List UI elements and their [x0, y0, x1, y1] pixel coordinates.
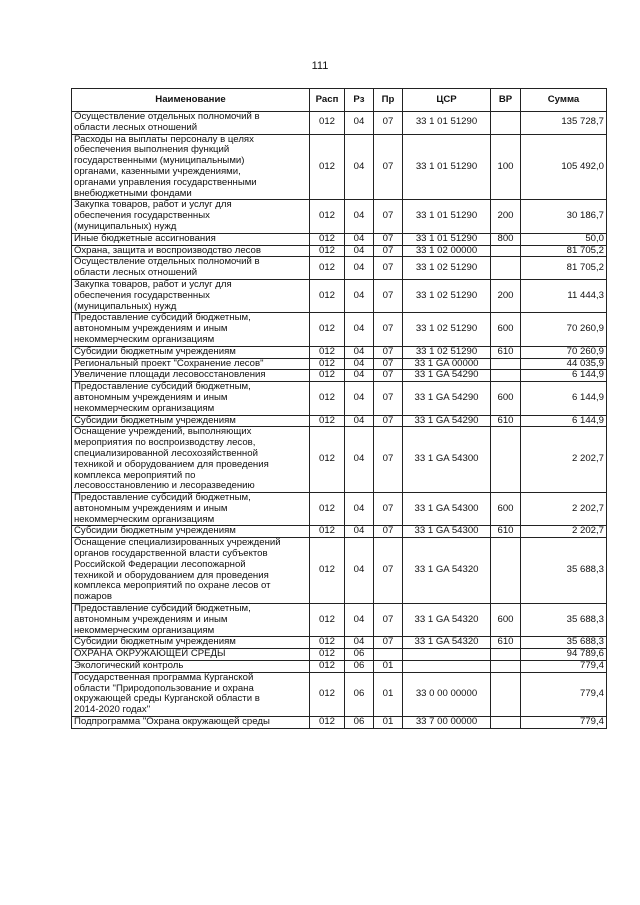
cell-rz: 04 [345, 382, 374, 415]
cell-pr: 07 [374, 200, 403, 233]
cell-name: Предоставление субсидий бюджетным, автономным учреждениям и иным некоммерческим организациям [72, 604, 310, 637]
cell-rz: 04 [345, 370, 374, 382]
cell-rasp: 012 [310, 358, 345, 370]
cell-sum: 35 688,3 [521, 637, 607, 649]
cell-vr: 600 [491, 493, 521, 526]
table-row [72, 257, 607, 280]
cell-rasp: 012 [310, 279, 345, 312]
cell-rasp: 012 [310, 415, 345, 427]
cell-sum: 81 705,2 [521, 257, 607, 280]
cell-rasp: 012 [310, 526, 345, 538]
cell-rz: 06 [345, 661, 374, 673]
column-header-rz: Рз [345, 89, 374, 112]
cell-csr: 33 1 GA 00000 [403, 358, 491, 370]
cell-csr: 33 1 01 51290 [403, 200, 491, 233]
table-row [72, 279, 607, 312]
cell-vr: 200 [491, 279, 521, 312]
cell-pr: 07 [374, 427, 403, 493]
cell-csr: 33 1 02 51290 [403, 279, 491, 312]
cell-csr: 33 0 00 00000 [403, 672, 491, 716]
cell-rz: 06 [345, 717, 374, 729]
table-row [72, 493, 607, 526]
cell-name: Субсидии бюджетным учреждениям [72, 526, 310, 538]
cell-vr: 800 [491, 233, 521, 245]
cell-pr: 07 [374, 313, 403, 346]
cell-name: Государственная программа Курганской области "Природопользование и охрана окружающей среды Курганской области в 2014-2020 годах" [72, 672, 310, 716]
cell-rz: 04 [345, 526, 374, 538]
cell-pr: 01 [374, 661, 403, 673]
table-row [72, 649, 607, 661]
cell-csr: 33 1 02 00000 [403, 245, 491, 257]
cell-sum: 6 144,9 [521, 370, 607, 382]
cell-vr: 610 [491, 415, 521, 427]
cell-sum: 11 444,3 [521, 279, 607, 312]
column-header-csr: ЦСР [403, 89, 491, 112]
cell-sum: 30 186,7 [521, 200, 607, 233]
cell-name: Иные бюджетные ассигнования [72, 233, 310, 245]
cell-name: Экологический контроль [72, 661, 310, 673]
cell-rz: 04 [345, 233, 374, 245]
cell-vr [491, 538, 521, 604]
cell-csr: 33 1 GA 54320 [403, 538, 491, 604]
cell-rz: 04 [345, 279, 374, 312]
column-header-rasp: Расп [310, 89, 345, 112]
cell-rz: 06 [345, 672, 374, 716]
table-row [72, 526, 607, 538]
cell-csr: 33 1 GA 54290 [403, 382, 491, 415]
cell-rasp: 012 [310, 134, 345, 200]
cell-pr: 07 [374, 257, 403, 280]
cell-name: Охрана, защита и воспроизводство лесов [72, 245, 310, 257]
cell-csr: 33 7 00 00000 [403, 717, 491, 729]
page-number: 111 [311, 60, 329, 72]
cell-name: Расходы на выплаты персоналу в целях обеспечения выполнения функций государственными (муниципальными) органами, казенными учреждениями, органами управления государственными внебюджетными фондами [72, 134, 310, 200]
cell-name: Предоставление субсидий бюджетным, автономным учреждениям и иным некоммерческим организациям [72, 313, 310, 346]
cell-sum: 779,4 [521, 717, 607, 729]
cell-rasp: 012 [310, 717, 345, 729]
cell-csr: 33 1 02 51290 [403, 257, 491, 280]
cell-sum: 70 260,9 [521, 346, 607, 358]
cell-rz: 04 [345, 604, 374, 637]
cell-rasp: 012 [310, 245, 345, 257]
cell-rasp: 012 [310, 382, 345, 415]
cell-rz: 04 [345, 427, 374, 493]
cell-rz: 04 [345, 313, 374, 346]
cell-rasp: 012 [310, 346, 345, 358]
cell-csr: 33 1 GA 54320 [403, 604, 491, 637]
cell-csr: 33 1 01 51290 [403, 233, 491, 245]
cell-rasp: 012 [310, 637, 345, 649]
cell-rz: 04 [345, 493, 374, 526]
table-header-row [72, 89, 607, 112]
cell-pr: 07 [374, 233, 403, 245]
cell-rasp: 012 [310, 661, 345, 673]
cell-csr: 33 1 GA 54320 [403, 637, 491, 649]
table-row [72, 415, 607, 427]
cell-rz: 04 [345, 200, 374, 233]
table-body [72, 112, 607, 729]
cell-rasp: 012 [310, 493, 345, 526]
cell-pr: 07 [374, 415, 403, 427]
cell-sum: 2 202,7 [521, 493, 607, 526]
cell-sum: 6 144,9 [521, 415, 607, 427]
cell-csr: 33 1 02 51290 [403, 346, 491, 358]
cell-rasp: 012 [310, 313, 345, 346]
cell-name: Субсидии бюджетным учреждениям [72, 415, 310, 427]
cell-vr [491, 245, 521, 257]
cell-vr [491, 672, 521, 716]
cell-sum: 44 035,9 [521, 358, 607, 370]
cell-rasp: 012 [310, 370, 345, 382]
cell-rz: 06 [345, 649, 374, 661]
cell-pr: 07 [374, 637, 403, 649]
column-header-sum: Сумма [521, 89, 607, 112]
cell-rasp: 012 [310, 112, 345, 135]
cell-vr [491, 358, 521, 370]
cell-vr: 600 [491, 604, 521, 637]
cell-sum: 94 789,6 [521, 649, 607, 661]
cell-csr [403, 661, 491, 673]
cell-sum: 779,4 [521, 661, 607, 673]
cell-name: Увеличение площади лесовосстановления [72, 370, 310, 382]
table-row [72, 604, 607, 637]
cell-rasp: 012 [310, 672, 345, 716]
table-row [72, 358, 607, 370]
cell-pr: 07 [374, 134, 403, 200]
cell-vr: 610 [491, 526, 521, 538]
cell-rz: 04 [345, 257, 374, 280]
budget-table [71, 88, 607, 729]
cell-vr: 100 [491, 134, 521, 200]
cell-pr: 07 [374, 370, 403, 382]
cell-pr: 07 [374, 538, 403, 604]
table-row [72, 245, 607, 257]
cell-pr: 01 [374, 672, 403, 716]
cell-name: Оснащение специализированных учреждений органов государственной власти субъектов Российской Федерации лесопожарной техникой и оборудованием для проведения комплекса мероприятий по охране лесов от пожаров [72, 538, 310, 604]
cell-pr: 07 [374, 279, 403, 312]
cell-rasp: 012 [310, 538, 345, 604]
cell-rasp: 012 [310, 604, 345, 637]
table-row [72, 346, 607, 358]
cell-name: Подпрограмма "Охрана окружающей среды [72, 717, 310, 729]
cell-pr: 07 [374, 358, 403, 370]
cell-rasp: 012 [310, 257, 345, 280]
cell-csr: 33 1 GA 54290 [403, 415, 491, 427]
table-row [72, 717, 607, 729]
table-row [72, 427, 607, 493]
table-row [72, 112, 607, 135]
cell-vr [491, 112, 521, 135]
table-row [72, 672, 607, 716]
cell-rasp: 012 [310, 649, 345, 661]
table-row [72, 134, 607, 200]
cell-vr: 610 [491, 637, 521, 649]
cell-vr [491, 649, 521, 661]
cell-pr: 07 [374, 245, 403, 257]
cell-sum: 81 705,2 [521, 245, 607, 257]
cell-sum: 50,0 [521, 233, 607, 245]
table-row [72, 313, 607, 346]
column-header-vr: ВР [491, 89, 521, 112]
cell-sum: 2 202,7 [521, 526, 607, 538]
cell-rz: 04 [345, 134, 374, 200]
table-row [72, 382, 607, 415]
cell-vr [491, 717, 521, 729]
cell-rz: 04 [345, 415, 374, 427]
cell-vr [491, 257, 521, 280]
cell-pr: 01 [374, 717, 403, 729]
cell-name: Осуществление отдельных полномочий в области лесных отношений [72, 112, 310, 135]
cell-vr: 610 [491, 346, 521, 358]
cell-name: Предоставление субсидий бюджетным, автономным учреждениям и иным некоммерческим организациям [72, 493, 310, 526]
cell-sum: 779,4 [521, 672, 607, 716]
cell-vr: 600 [491, 313, 521, 346]
cell-name: Субсидии бюджетным учреждениям [72, 346, 310, 358]
cell-csr: 33 1 GA 54300 [403, 526, 491, 538]
cell-vr: 600 [491, 382, 521, 415]
cell-name: Закупка товаров, работ и услуг для обеспечения государственных (муниципальных) нужд [72, 200, 310, 233]
cell-rasp: 012 [310, 233, 345, 245]
table-row [72, 637, 607, 649]
cell-sum: 70 260,9 [521, 313, 607, 346]
table-row [72, 233, 607, 245]
column-header-name: Наименование [72, 89, 310, 112]
cell-pr: 07 [374, 526, 403, 538]
cell-name: Субсидии бюджетным учреждениям [72, 637, 310, 649]
table-row [72, 661, 607, 673]
cell-rasp: 012 [310, 427, 345, 493]
cell-pr: 07 [374, 493, 403, 526]
cell-pr [374, 649, 403, 661]
cell-sum: 6 144,9 [521, 382, 607, 415]
cell-csr: 33 1 GA 54290 [403, 370, 491, 382]
cell-pr: 07 [374, 382, 403, 415]
table-row [72, 370, 607, 382]
table-row [72, 538, 607, 604]
cell-pr: 07 [374, 112, 403, 135]
cell-sum: 35 688,3 [521, 604, 607, 637]
cell-sum: 2 202,7 [521, 427, 607, 493]
cell-csr: 33 1 GA 54300 [403, 427, 491, 493]
cell-rz: 04 [345, 637, 374, 649]
cell-name: Региональный проект "Сохранение лесов" [72, 358, 310, 370]
cell-rasp: 012 [310, 200, 345, 233]
cell-vr: 200 [491, 200, 521, 233]
cell-name: Закупка товаров, работ и услуг для обеспечения государственных (муниципальных) нужд [72, 279, 310, 312]
cell-csr: 33 1 02 51290 [403, 313, 491, 346]
cell-name: Осуществление отдельных полномочий в области лесных отношений [72, 257, 310, 280]
cell-vr [491, 661, 521, 673]
table-row [72, 200, 607, 233]
cell-sum: 105 492,0 [521, 134, 607, 200]
cell-name: Предоставление субсидий бюджетным, автономным учреждениям и иным некоммерческим организациям [72, 382, 310, 415]
cell-rz: 04 [345, 358, 374, 370]
cell-vr [491, 370, 521, 382]
cell-rz: 04 [345, 538, 374, 604]
cell-pr: 07 [374, 604, 403, 637]
cell-rz: 04 [345, 245, 374, 257]
cell-name: ОХРАНА ОКРУЖАЮЩЕЙ СРЕДЫ [72, 649, 310, 661]
cell-csr: 33 1 01 51290 [403, 134, 491, 200]
cell-sum: 135 728,7 [521, 112, 607, 135]
cell-name: Оснащение учреждений, выполняющих мероприятия по воспроизводству лесов, специализированной лесохозяйственной техникой и оборудованием для проведения комплекса мероприятий по лесовосстановлению и лесоразведению [72, 427, 310, 493]
cell-csr: 33 1 01 51290 [403, 112, 491, 135]
cell-csr [403, 649, 491, 661]
cell-rz: 04 [345, 112, 374, 135]
cell-pr: 07 [374, 346, 403, 358]
cell-csr: 33 1 GA 54300 [403, 493, 491, 526]
cell-vr [491, 427, 521, 493]
column-header-pr: Пр [374, 89, 403, 112]
cell-rz: 04 [345, 346, 374, 358]
cell-sum: 35 688,3 [521, 538, 607, 604]
